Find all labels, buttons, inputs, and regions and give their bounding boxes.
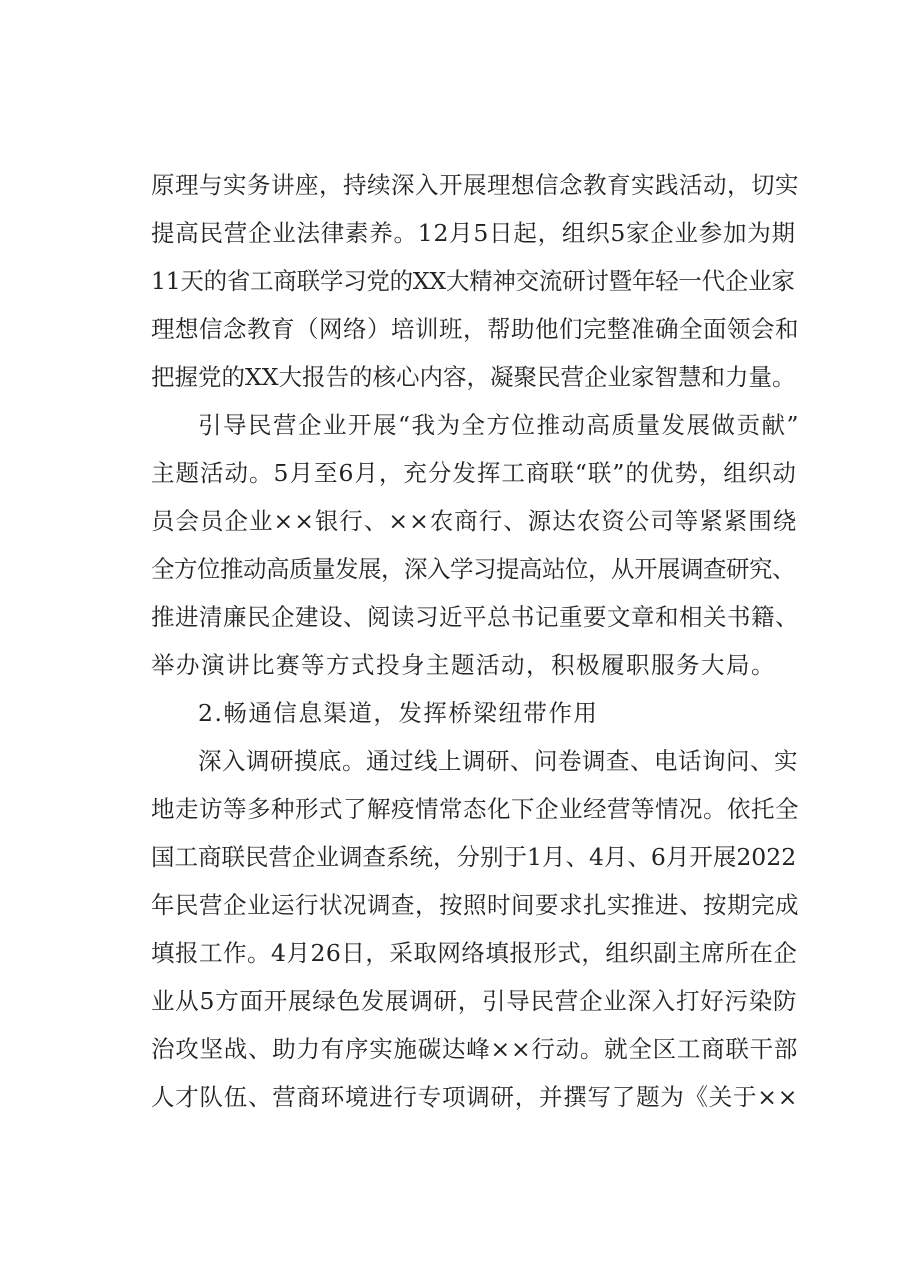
- text-line: 治攻坚战、助力有序实施碳达峰××行动。就全区工商联干部: [151, 1035, 799, 1063]
- text-line: 主题活动。5月至6月，充分发挥工商联“联”的优势，组织动: [151, 459, 797, 487]
- paragraph-first-line: 深入调研摸底。通过线上调研、问卷调查、电话询问、实: [198, 747, 798, 775]
- text-line: 全方位推动高质量发展，深入学习提高站位，从开展调查研究、: [151, 555, 795, 583]
- text-line: 国工商联民营企业调查系统，分别于1月、4月、6月开展2022: [151, 843, 797, 871]
- text-line: 提高民营企业法律素养。12月5日起，组织5家企业参加为期: [151, 219, 796, 247]
- text-line: 业从5方面开展绿色发展调研，引导民营企业深入打好污染防: [151, 987, 798, 1015]
- text-line: 员会员企业××银行、××农商行、源达农资公司等紧紧围绕: [151, 507, 798, 535]
- text-line: 年民营企业运行状况调查，按照时间要求扎实推进、按期完成: [151, 891, 799, 919]
- paragraph-first-line: 引导民营企业开展“我为全方位推动高质量发展做贡献”: [198, 411, 801, 439]
- text-line: 11天的省工商联学习党的XX大精神交流研讨暨年轻一代企业家: [151, 267, 795, 295]
- text-line: 原理与实务讲座，持续深入开展理想信念教育实践活动，切实: [151, 171, 799, 199]
- section-heading: 2.畅通信息渠道，发挥桥梁纽带作用: [198, 699, 599, 727]
- text-line: 把握党的XX大报告的核心内容，凝聚民营企业家智慧和力量。: [151, 363, 796, 391]
- text-line: 举办演讲比赛等方式投身主题活动，积极履职服务大局。: [151, 651, 776, 679]
- text-line: 地走访等多种形式了解疫情常态化下企业经营等情况。依托全: [151, 795, 799, 823]
- text-line: 人才队伍、营商环境进行专项调研，并撰写了题为《关于××: [151, 1083, 799, 1111]
- text-line: 推进清廉民企建设、阅读习近平总书记重要文章和相关书籍、: [151, 603, 799, 631]
- text-line: 理想信念教育（网络）培训班，帮助他们完整准确全面领会和: [151, 315, 799, 343]
- text-line: 填报工作。4月26日，采取网络填报形式，组织副主席所在企: [151, 939, 798, 967]
